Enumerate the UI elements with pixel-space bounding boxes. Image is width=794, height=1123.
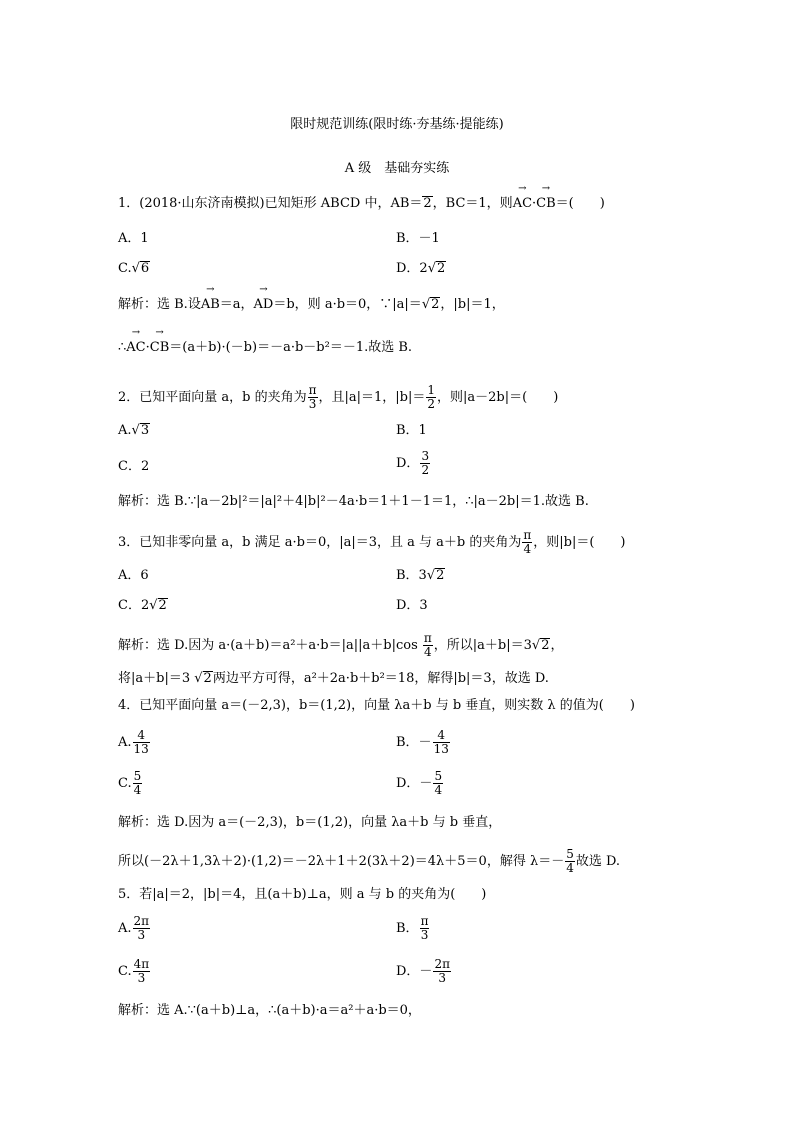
question-1-solution-line-2: ∴→ AC·→ CB＝(a＋b)·(－b)＝－a·b－b²＝－1.故选 B. (118, 339, 412, 357)
vector: → CB (150, 339, 170, 357)
question-1-option-a: A．1 (118, 231, 149, 246)
question-1-option-c: C.√6 (118, 261, 150, 276)
fraction: $\frac{4}{13}$ (133, 728, 149, 756)
question-2-stem: 2．已知平面向量 a，b 的夹角为 $\frac{\pi}{3}$ ，且|a|＝1，|b|＝ $\frac{1}{2}$ ，则|a－2b|＝( ) (118, 383, 559, 411)
question-2-option-a: A.√3 (118, 423, 150, 438)
question-5-option-c: C. $\frac{4\pi}{3}$ (118, 957, 150, 985)
question-1-option-d: D．2√2 (396, 261, 446, 276)
question-3-option-a: A．6 (118, 568, 149, 583)
question-4-option-a: A. $\frac{4}{13}$ (118, 728, 149, 756)
sqrt: 3 (140, 423, 150, 438)
fraction: $\frac{4\pi}{3}$ (133, 957, 150, 985)
fraction: $\frac{4}{13}$ (433, 728, 449, 756)
fraction: $\frac{2\pi}{3}$ (133, 914, 150, 942)
question-2-option-b: B．1 (396, 423, 427, 438)
sqrt: 6 (140, 261, 150, 276)
question-3-option-c: C．2√2 (118, 598, 167, 613)
question-5-option-a: A. $\frac{2\pi}{3}$ (118, 914, 150, 942)
vector: → CB (536, 195, 556, 213)
question-5-stem: 5．若|a|＝2，|b|＝4，且(a＋b)⊥a，则 a 与 b 的夹角为( ) (118, 887, 487, 902)
fraction: $\frac{3}{2}$ (421, 449, 430, 477)
sqrt: 2 (437, 261, 446, 276)
question-4-option-b: B．－ $\frac{4}{13}$ (396, 728, 449, 756)
fraction: $\frac{1}{2}$ (427, 383, 436, 411)
question-1-stem: 1．(2018·山东济南模拟)已知矩形 ABCD 中，AB＝2，BC＝1，则→ AC·→ CB＝( ) (118, 195, 605, 213)
vector: → AD (254, 296, 274, 314)
fraction: $\frac{\pi}{4}$ (523, 528, 532, 556)
question-2-option-c: C．2 (118, 459, 150, 474)
sqrt: 2 (541, 638, 550, 653)
vector: → AC (126, 339, 145, 357)
question-4-option-d: D．－ $\frac{5}{4}$ (396, 769, 443, 797)
question-2-option-d: D． $\frac{3}{2}$ (396, 449, 430, 477)
question-5-option-d: D．－ $\frac{2\pi}{3}$ (396, 957, 450, 985)
sqrt: 2 (203, 671, 212, 686)
page-title: 限时规范训练(限时练·夯基练·提能练) (290, 117, 504, 132)
question-1-option-b: B．－1 (396, 231, 440, 246)
question-3-stem: 3．已知非零向量 a，b 满足 a·b＝0，|a|＝3，且 a 与 a＋b 的夹角为 $\frac{\pi}{4}$ ，则|b|＝( ) (118, 528, 626, 556)
vector: → AC (513, 195, 532, 213)
question-5-solution: 解析：选 A.∵(a＋b)⊥a，∴(a＋b)·a＝a²＋a·b＝0， (118, 1003, 421, 1018)
sqrt: 2 (158, 598, 167, 613)
question-1-solution-line-1: 解析：选 B.设→ AB＝a，→ AD＝b，则 a·b＝0，∵|a|＝√2，|b|＝1， (118, 296, 505, 314)
fraction: $\frac{\pi}{4}$ (423, 631, 432, 659)
sqrt: 2 (431, 297, 440, 312)
fraction: $\frac{5}{4}$ (133, 769, 142, 797)
question-4-stem: 4．已知平面向量 a＝(－2,3)，b＝(1,2)，向量 λa＋b 与 b 垂直，则实数 λ 的值为( ) (118, 698, 635, 713)
sqrt: 2 (423, 196, 432, 211)
question-3-solution-line-2: 将|a＋b|＝3 √2两边平方可得，a²＋2a·b＋b²＝18，解得|b|＝3，故选 D. (118, 671, 549, 686)
question-4-option-c: C. $\frac{5}{4}$ (118, 769, 142, 797)
section-level: A 级 基础夯实练 (344, 161, 450, 176)
question-5-option-b: B． $\frac{\pi}{3}$ (396, 914, 429, 942)
fraction: $\frac{\pi}{3}$ (420, 914, 429, 942)
question-3-option-b: B．3√2 (396, 568, 445, 583)
sqrt: 2 (436, 568, 445, 583)
question-2-solution: 解析：选 B.∵|a－2b|²＝|a|²＋4|b|²－4a·b＝1＋1－1＝1，∴|a－2b|＝1.故选 B. (118, 494, 589, 509)
fraction: $\frac{2\pi}{3}$ (434, 957, 450, 985)
vector: → AB (201, 296, 220, 314)
fraction: $\frac{5}{4}$ (434, 769, 443, 797)
fraction: $\frac{5}{4}$ (566, 847, 574, 875)
question-3-solution-line-1: 解析：选 D.因为 a·(a＋b)＝a²＋a·b＝|a||a＋b|cos $\frac{\pi}{4}$ ，所以|a＋b|＝3√2， (118, 631, 564, 659)
question-4-solution-line-1: 解析：选 D.因为 a＝(－2,3)，b＝(1,2)，向量 λa＋b 与 b 垂直， (118, 815, 502, 830)
fraction: $\frac{\pi}{3}$ (308, 383, 317, 411)
question-3-option-d: D．3 (396, 598, 428, 613)
question-4-solution-line-2: 所以(－2λ＋1,3λ＋2)·(1,2)＝－2λ＋1＋2(3λ＋2)＝4λ＋5＝0，解得 λ＝－ $\frac{5}{4}$ 故选 D. (118, 847, 621, 875)
